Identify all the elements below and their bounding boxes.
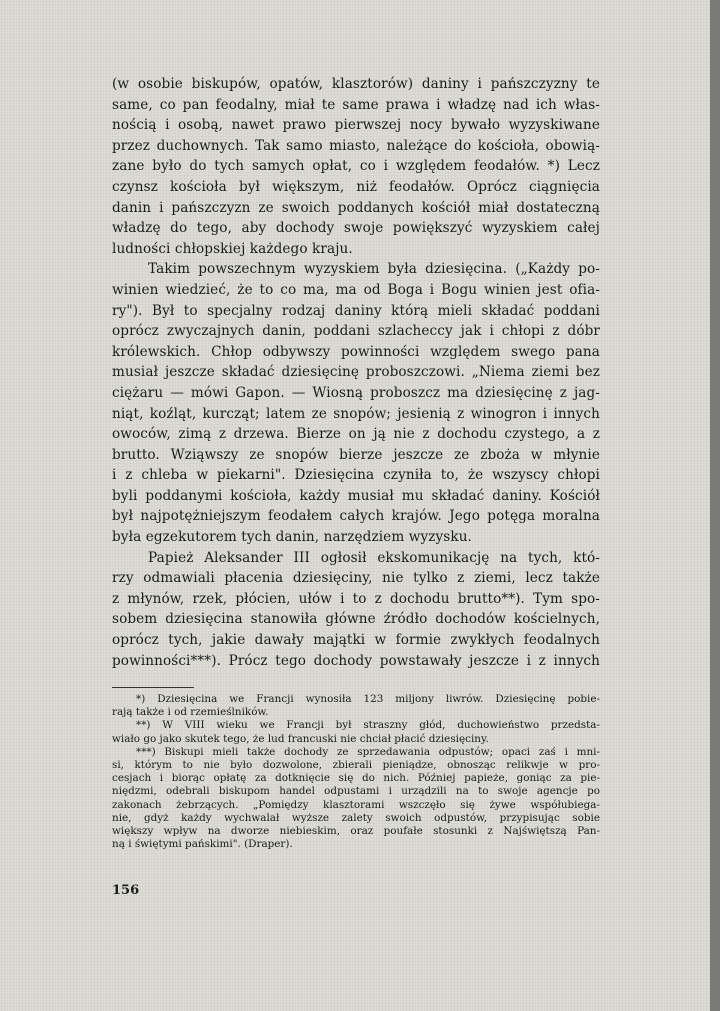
text-line: ry"). Był to specjalny rodzaj daniny którą mieli składać poddani: [112, 302, 600, 319]
text-line: przez duchownych. Tak samo miasto, należące do kościoła, obowią-: [112, 137, 600, 154]
footnotes: [112, 693, 600, 851]
text-line: i z chleba w piekarni". Dziesięcina czyniła to, że wszyscy chłopi: [112, 467, 600, 484]
text-line: musiał jeszcze składać dziesięcinę proboszczowi. „Niema ziemi bez: [112, 364, 600, 381]
footnote-line: nie, gdyż każdy wychwalał wyższe zalety swoich odpustów, przypisując sobie: [112, 811, 600, 824]
text-line: rzy odmawiali płacenia dziesięciny, nie tylko z ziemi, lecz także: [112, 570, 600, 587]
footnote-line: si, którym to nie było dozwolone, zbierali pieniądze, obnosząc relikwje w pro-: [112, 759, 600, 772]
text-line: owoców, zimą z drzewa. Bierze on ją nie z dochodu czystego, a z: [112, 426, 600, 443]
text-line: zane było do tych samych opłat, co i względem feodałów. *) Lecz: [112, 158, 600, 175]
text-line: sobem dziesięcina stanowiła główne źródło dochodów kościelnych,: [112, 611, 600, 628]
footnote-line: ną i świętymi pańskimi". (Draper).: [112, 838, 293, 851]
text-line: (w osobie biskupów, opatów, klasztorów) daniny i pańszczyzny te: [112, 76, 600, 92]
footnote-line: cesjach i biorąc opłatę za dotknięcie się do nich. Później papieże, goniąc za pie-: [112, 772, 600, 785]
text-line: Papież Aleksander III ogłosił ekskomunikację na tych, któ-: [148, 549, 600, 566]
text-line: z młynów, rzek, płócien, ułów i to z dochodu brutto**). Tym spo-: [112, 590, 600, 607]
text-line: był najpotężniejszym feodałem całych krajów. Jego potęga moralna: [112, 508, 600, 525]
text-line: brutto. Wziąwszy ze snopów bierze jeszcze ze zboża w młynie: [112, 446, 600, 463]
text-line: ciężaru — mówi Gapon. — Wiosną proboszcz ma dziesięcinę z jag-: [112, 384, 600, 401]
text-line: oprócz zwyczajnych danin, poddani szlacheccy jak i chłopi z dóbr: [112, 323, 600, 340]
text-line: danin i pańszczyzn ze swoich poddanych kościół miał dostateczną: [112, 199, 600, 216]
page-number: 156: [112, 883, 140, 898]
footnote-line: zakonach żebrzących. „Pomiędzy klasztorami wszczęło się żywe współubiega-: [112, 798, 600, 811]
footnote-divider: [112, 687, 194, 688]
text-line: oprócz tych, jakie dawały majątki w formie zwykłych feodalnych: [112, 632, 600, 649]
text-line: niąt, koźląt, kurcząt; latem ze snopów; jesienią z winogron i innych: [112, 405, 600, 422]
footnote-line: większy wpływ na dworze niebieskim, oraz poufałe stosunki z Najświętszą Pan-: [112, 825, 600, 838]
text-line: powinności***). Prócz tego dochody powstawały jeszcze i z innych: [112, 652, 600, 669]
text-line: Takim powszechnym wyzyskiem była dziesięcina. („Każdy po-: [148, 261, 600, 278]
footnote-line: *) Dziesięcina we Francji wynosiła 123 miljony liwrów. Dziesięcinę pobie-: [136, 693, 600, 705]
text-line: byli poddanymi kościoła, każdy musiał mu składać daniny. Kościół: [112, 487, 600, 504]
text-line: same, co pan feodalny, miał te same prawa i władzę nad ich włas-: [112, 96, 600, 113]
footnote-line: wiało go jako skutek tego, że lud francuski nie chciał płacić dziesięciny.: [112, 732, 489, 745]
text-line: królewskich. Chłop odbywszy powinności względem swego pana: [112, 343, 600, 360]
text-line: była egzekutorem tych danin, narzędziem wyzysku.: [112, 529, 472, 546]
footnote-line: rają także i od rzemieślników.: [112, 706, 269, 719]
text-line: czynsz kościoła był większym, niż feodałów. Oprócz ciągnięcia: [112, 178, 600, 195]
body-text: [112, 74, 600, 671]
text-line: winien wiedzieć, że to co ma, ma od Boga i Bogu winien jest ofia-: [112, 281, 600, 298]
footnote-line: ***) Biskupi mieli także dochody ze sprzedawania odpustów; opaci zaś i mni-: [136, 745, 600, 758]
footnote-line: **) W VIII wieku we Francji był straszny głód, duchowieństwo przedsta-: [136, 719, 600, 732]
footnote-line: niędzmi, odebrali biskupom handel odpustami i urządzili na to swoje agencje po: [112, 785, 600, 798]
text-line: nością i osobą, nawet prawo pierwszej nocy bywało wyzyskiwane: [112, 117, 600, 134]
page-edge-shadow: [710, 0, 720, 1011]
text-line: władzę do tego, aby dochody swoje powiększyć wyzyskiem całej: [112, 220, 600, 237]
text-line: ludności chłopskiej każdego kraju.: [112, 240, 353, 257]
